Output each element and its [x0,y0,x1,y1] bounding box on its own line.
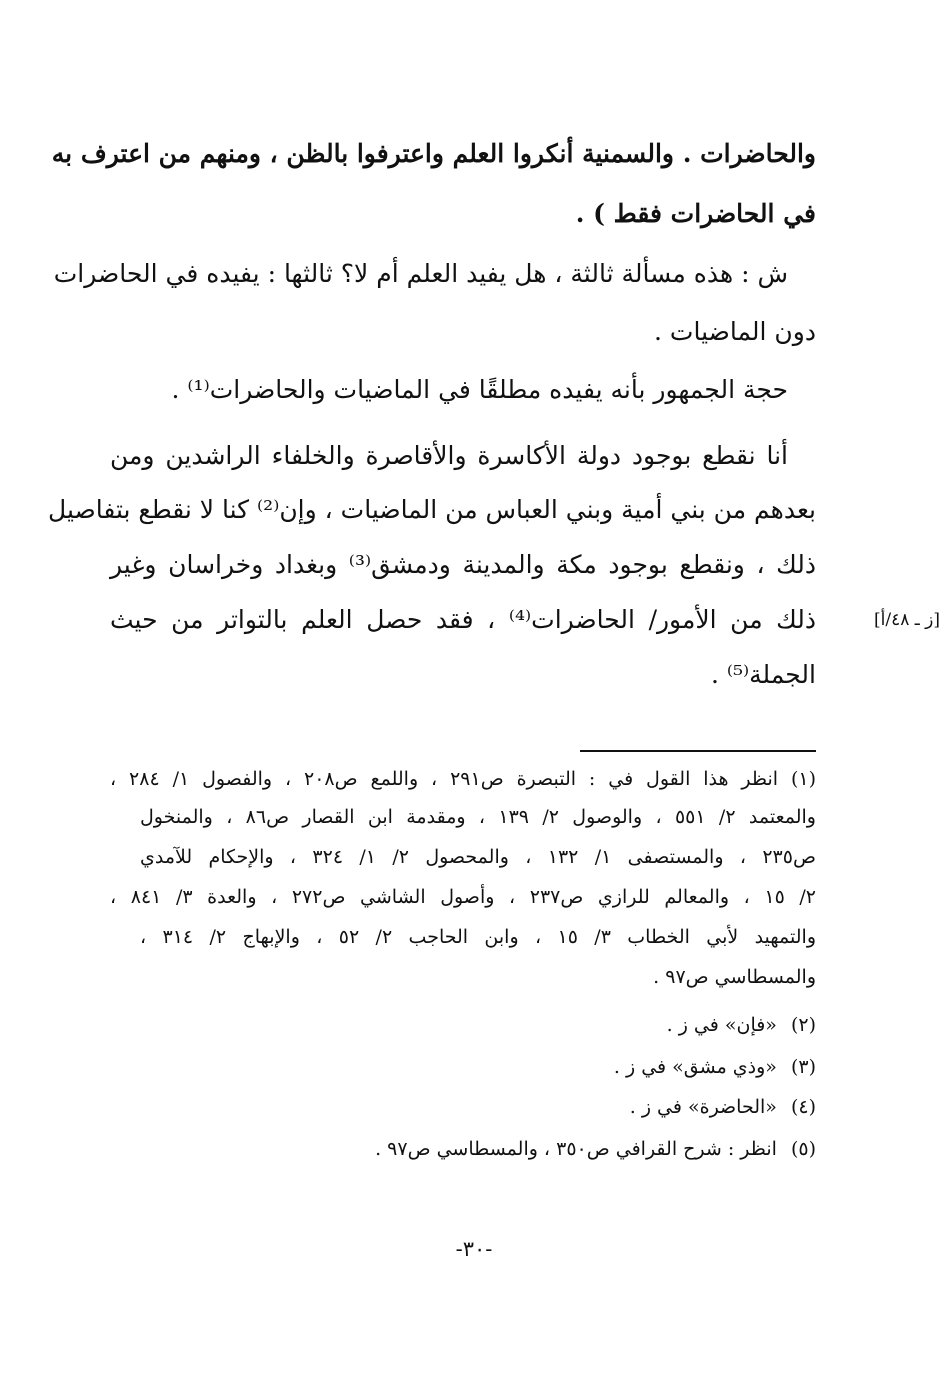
footnote-separator [580,750,816,752]
manuscript-folio-marker: [ز ـ ٤٨/أ] [874,610,940,630]
footnote-5-text: انظر : شرح القرافي ص٣٥٠ ، والمسطاسي ص٩٧ . [375,1138,777,1160]
footnote-4-text: «الحاضرة» في ز . [629,1096,777,1118]
footnote-3-number: (٣) [790,1056,816,1078]
footnote-1-line-4: ٢/ ١٥ ، والمعالم للرازي ص٢٣٧ ، وأصول الشاشي ص٢٧٢ ، والعدة ٣/ ٨٤١ ، [110,886,816,908]
footnote-1-line-1: (١) انظر هذا القول في : التبصرة ص٢٩١ ، واللمع ص٢٠٨ ، والفصول ١/ ٢٨٤ ، [110,768,817,790]
footnote-2-number: (٢) [790,1014,816,1036]
footnote-3-text: «وذي مشق» في ز . [613,1056,777,1078]
page-number: -٣٠- [455,1237,493,1261]
footnote-2 [110,1008,816,1042]
footnote-1-line-2: والمعتمد ٢/ ٥٥١ ، والوصول ٢/ ١٣٩ ، ومقدمة ابن القصار ص٨٦ ، والمنخول [140,806,816,828]
footnote-3 [110,1050,816,1084]
body-line-4: دون الماضيات . [654,317,816,346]
body-line-5: حجة الجمهور بأنه يفيده مطلقًا في الماضيات والحاضرات⁽¹⁾ . [171,375,788,404]
body-line-10: الجملة⁽⁵⁾ . [710,660,816,689]
body-line-1: والحاضرات . والسمنية أنكروا العلم واعترفوا بالظن ، ومنهم من اعترف به [51,139,816,168]
footnote-4-number: (٤) [790,1096,816,1118]
footnote-1-line-6: والمسطاسي ص٩٧ . [653,966,816,988]
footnote-5 [110,1132,816,1166]
footnote-1-line-3: ص٢٣٥ ، والمستصفى ١/ ١٣٢ ، والمحصول ٢/ ١/ ٣٢٤ ، والإحكام للآمدي [140,846,816,868]
body-line-3: ش : هذه مسألة ثالثة ، هل يفيد العلم أم لا؟ ثالثها : يفيده في الحاضرات [53,259,788,288]
footnote-4 [110,1090,816,1124]
body-line-8: ذلك ، ونقطع بوجود مكة والمدينة ودمشق⁽³⁾ وبغداد وخراسان وغير [110,550,816,579]
body-line-7: بعدهم من بني أمية وبني العباس من الماضيات ، وإن⁽²⁾ كنا لا نقطع بتفاصيل [48,495,816,524]
body-line-9: ذلك من الأمور/ الحاضرات⁽⁴⁾ ، فقد حصل العلم بالتواتر من حيث [110,605,816,634]
footnote-1-line-5: والتمهيد لأبي الخطاب ٣/ ١٥ ، وابن الحاجب ٢/ ٥٢ ، والإبهاج ٢/ ٣١٤ ، [140,926,816,948]
body-line-6: أنا نقطع بوجود دولة الأكاسرة والأقاصرة والخلفاء الراشدين ومن [110,441,788,470]
footnote-2-text: «فإن» في ز . [666,1014,777,1036]
footnote-5-number: (٥) [790,1138,816,1160]
body-line-2: في الحاضرات فقط ) . [575,199,816,228]
